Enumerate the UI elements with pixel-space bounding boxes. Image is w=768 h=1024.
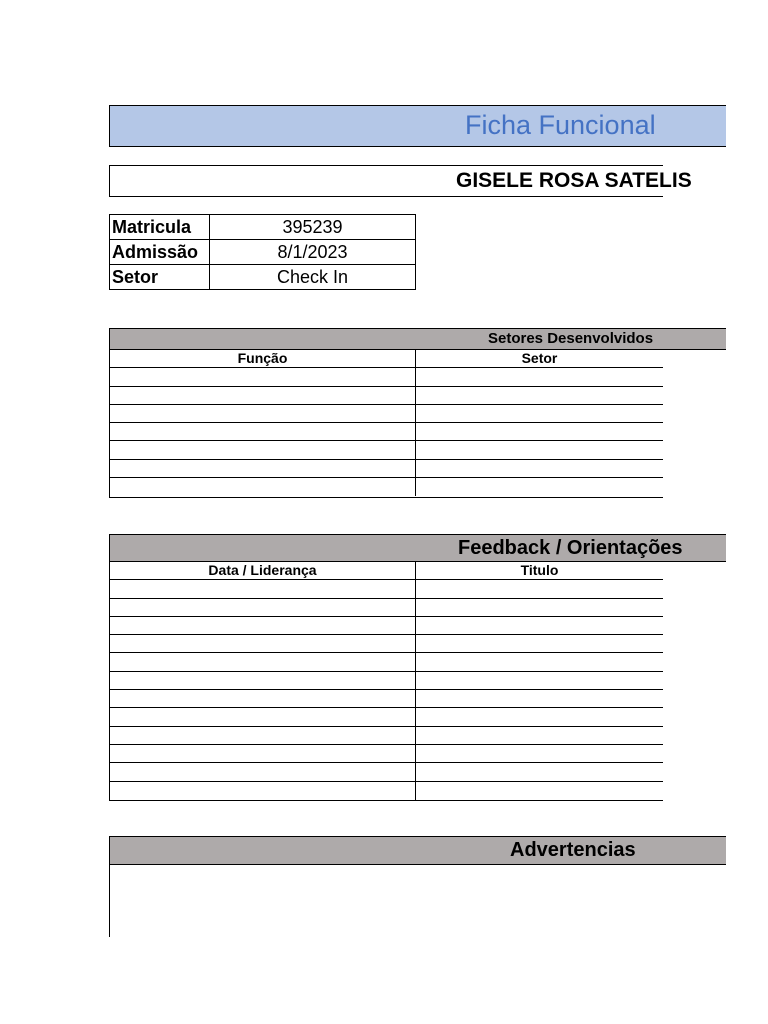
matricula-value[interactable]: 395239 bbox=[210, 215, 416, 240]
setores-cell-col2[interactable] bbox=[416, 478, 663, 496]
feedback-cell-col1[interactable] bbox=[110, 599, 416, 616]
feedback-cell-col1[interactable] bbox=[110, 690, 416, 707]
feedback-cell-col1[interactable] bbox=[110, 580, 416, 597]
column-header-funcao: Função bbox=[110, 350, 416, 367]
feedback-cell-col2[interactable] bbox=[416, 782, 663, 800]
feedback-cell-col1[interactable] bbox=[110, 782, 416, 800]
feedback-cell-col2[interactable] bbox=[416, 745, 663, 762]
setores-row bbox=[110, 478, 663, 496]
feedback-cell-col2[interactable] bbox=[416, 727, 663, 744]
info-row-matricula bbox=[110, 215, 416, 240]
setores-cell-col1[interactable] bbox=[110, 478, 416, 496]
feedback-cell-col1[interactable] bbox=[110, 653, 416, 670]
feedback-cell-col2[interactable] bbox=[416, 599, 663, 616]
feedback-cell-col1[interactable] bbox=[110, 635, 416, 652]
feedback-row bbox=[110, 580, 663, 598]
setores-header-row bbox=[110, 350, 663, 368]
feedback-row bbox=[110, 653, 663, 671]
column-header-setor: Setor bbox=[521, 350, 558, 366]
setores-row bbox=[110, 405, 663, 423]
title-band bbox=[109, 105, 726, 147]
info-row-setor bbox=[110, 265, 416, 290]
feedback-header-row bbox=[110, 562, 663, 580]
feedback-cell-col2[interactable] bbox=[416, 653, 663, 670]
setor-value[interactable]: Check In bbox=[210, 265, 416, 290]
feedback-cell-col2[interactable] bbox=[416, 672, 663, 689]
setores-table bbox=[109, 350, 663, 498]
feedback-row bbox=[110, 708, 663, 726]
feedback-cell-col2[interactable] bbox=[416, 635, 663, 652]
matricula-label: Matricula bbox=[110, 215, 210, 240]
feedback-row bbox=[110, 617, 663, 635]
setores-row bbox=[110, 460, 663, 478]
setores-row bbox=[110, 387, 663, 405]
setores-row bbox=[110, 423, 663, 441]
info-table bbox=[109, 214, 416, 290]
setores-cell-col1[interactable] bbox=[110, 460, 416, 477]
setores-row bbox=[110, 368, 663, 386]
setores-cell-col1[interactable] bbox=[110, 423, 416, 440]
setores-cell-col2[interactable] bbox=[416, 441, 663, 458]
advertencias-section-header bbox=[109, 836, 726, 865]
feedback-row bbox=[110, 745, 663, 763]
feedback-row bbox=[110, 635, 663, 653]
feedback-cell-col1[interactable] bbox=[110, 708, 416, 725]
setores-cell-col2[interactable] bbox=[416, 387, 663, 404]
advertencias-title: Advertencias bbox=[510, 839, 636, 861]
setor-label: Setor bbox=[110, 265, 210, 290]
feedback-row bbox=[110, 672, 663, 690]
setores-cell-col2[interactable] bbox=[416, 368, 663, 385]
feedback-cell-col1[interactable] bbox=[110, 745, 416, 762]
feedback-cell-col1[interactable] bbox=[110, 672, 416, 689]
feedback-row bbox=[110, 782, 663, 800]
feedback-row bbox=[110, 690, 663, 708]
setores-title: Setores Desenvolvidos bbox=[488, 330, 654, 347]
setores-cell-col1[interactable] bbox=[110, 368, 416, 385]
setores-cell-col1[interactable] bbox=[110, 387, 416, 404]
feedback-cell-col2[interactable] bbox=[416, 580, 663, 597]
employee-name-box bbox=[109, 165, 692, 197]
feedback-cell-col1[interactable] bbox=[110, 763, 416, 780]
admissao-value[interactable]: 8/1/2023 bbox=[210, 240, 416, 265]
employee-name: GISELE ROSA SATELIS bbox=[456, 169, 692, 192]
feedback-cell-col2[interactable] bbox=[416, 690, 663, 707]
setores-cell-col2[interactable] bbox=[416, 460, 663, 477]
feedback-row bbox=[110, 727, 663, 745]
feedback-cell-col1[interactable] bbox=[110, 727, 416, 744]
feedback-cell-col2[interactable] bbox=[416, 708, 663, 725]
feedback-table bbox=[109, 562, 663, 801]
setores-cell-col2[interactable] bbox=[416, 405, 663, 422]
feedback-cell-col1[interactable] bbox=[110, 617, 416, 634]
setores-section-header bbox=[109, 328, 726, 350]
feedback-section-header bbox=[109, 534, 726, 562]
admissao-label: Admissão bbox=[110, 240, 210, 265]
info-row-admissao bbox=[110, 240, 416, 265]
feedback-cell-col2[interactable] bbox=[416, 617, 663, 634]
feedback-row bbox=[110, 599, 663, 617]
setores-row bbox=[110, 441, 663, 459]
feedback-cell-col2[interactable] bbox=[416, 763, 663, 780]
setores-cell-col2[interactable] bbox=[416, 423, 663, 440]
advertencias-left-border bbox=[109, 865, 110, 937]
page-title: Ficha Funcional bbox=[465, 110, 656, 140]
setores-cell-col1[interactable] bbox=[110, 441, 416, 458]
setores-cell-col1[interactable] bbox=[110, 405, 416, 422]
feedback-title: Feedback / Orientações bbox=[458, 537, 683, 559]
feedback-row bbox=[110, 763, 663, 781]
column-header-data-lideranca: Data / Liderança bbox=[110, 562, 416, 579]
column-header-titulo: Titulo bbox=[520, 562, 559, 578]
